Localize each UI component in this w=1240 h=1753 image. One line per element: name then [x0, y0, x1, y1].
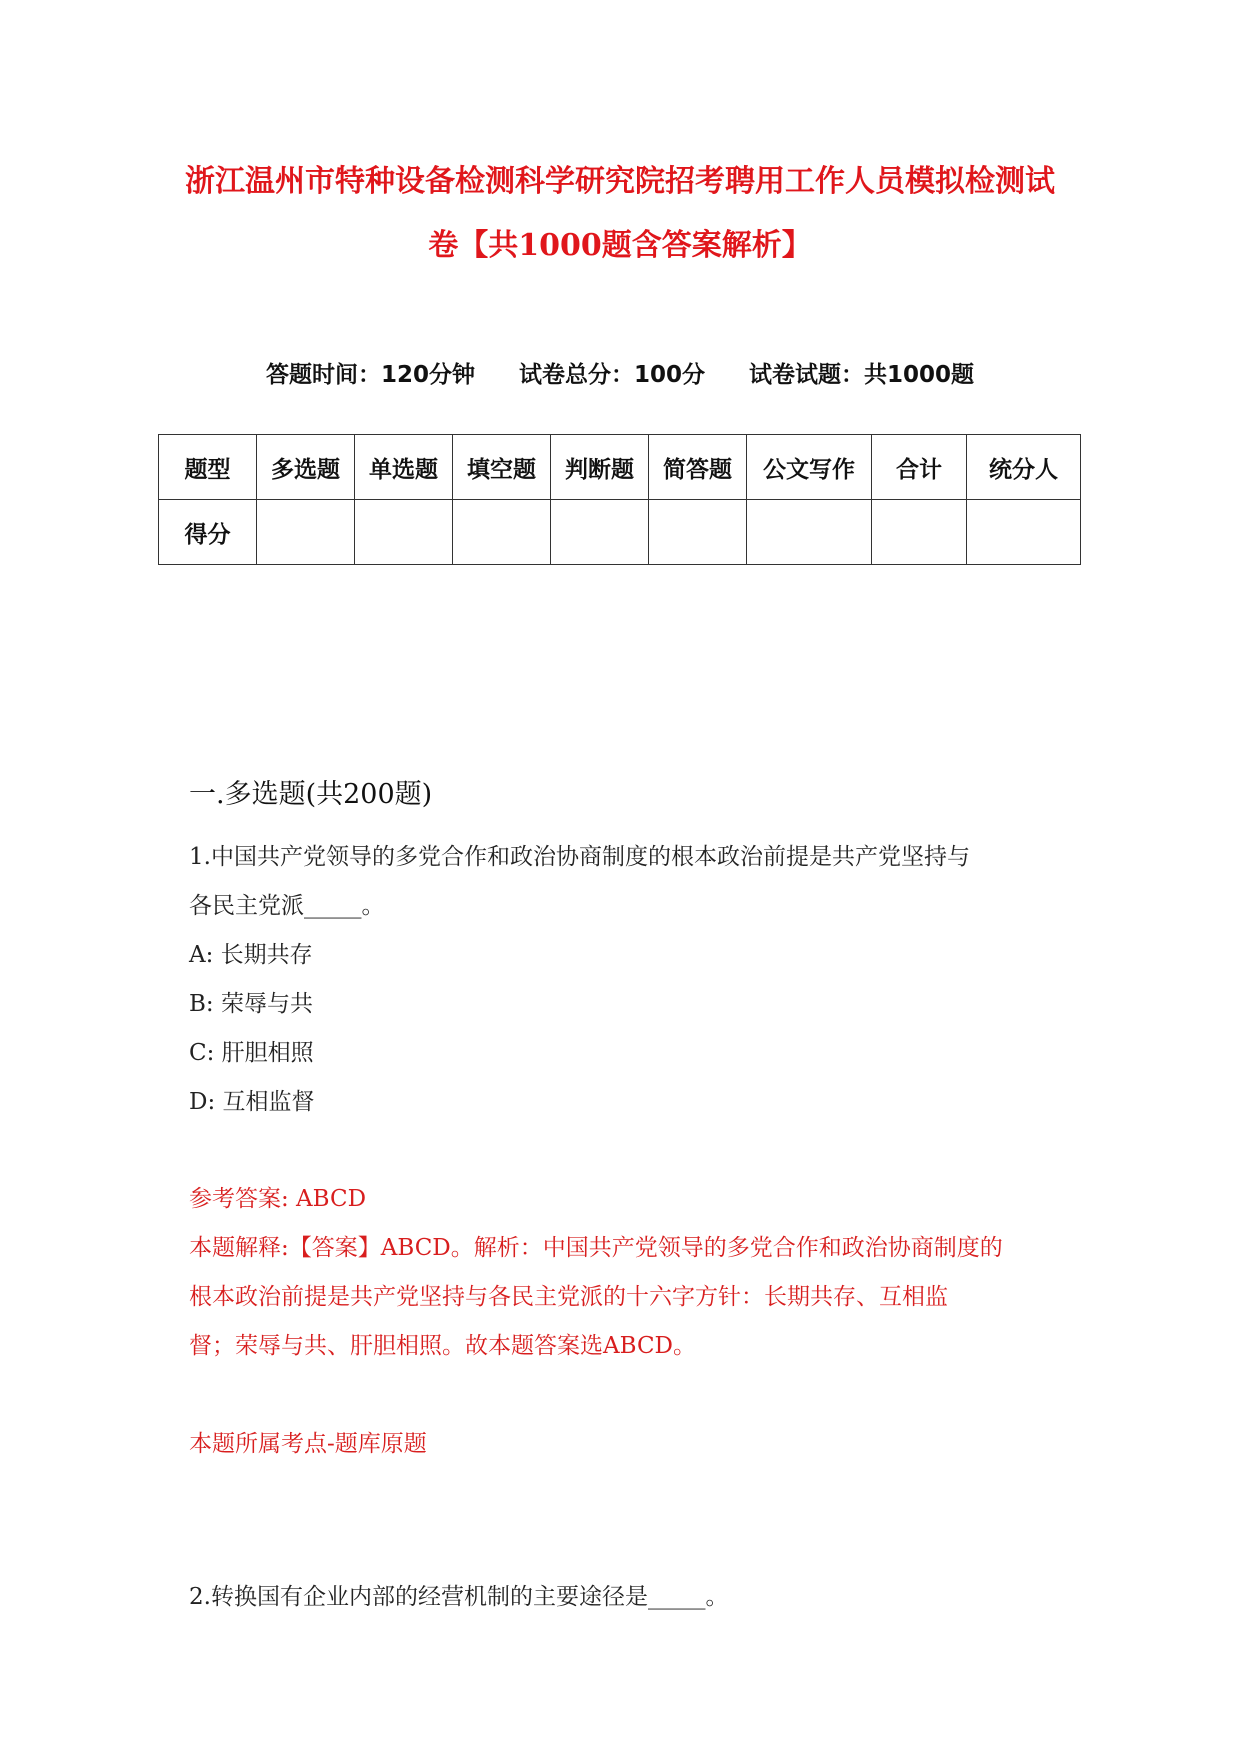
score-row-label: 得分 — [159, 500, 257, 565]
title-line-1: 浙江温州市特种设备检测科学研究院招考聘用工作人员模拟检测试 — [185, 164, 1055, 199]
score-cell — [257, 500, 355, 565]
exam-question-count: 试卷试题：共1000题 — [749, 362, 975, 388]
score-header-cell: 公文写作 — [747, 435, 872, 500]
question-1-explanation-line3: 督；荣辱与共、肝胆相照。故本题答案选ABCD。 — [189, 1333, 696, 1359]
exam-time: 答题时间：120分钟 — [265, 362, 475, 388]
score-header-cell: 合计 — [872, 435, 967, 500]
score-header-cell: 题型 — [159, 435, 257, 500]
question-1-stem-line2: 各民主党派_____。 — [189, 893, 385, 919]
exam-total-score: 试卷总分：100分 — [518, 362, 705, 388]
title-line-2: 卷【共1000题含答案解析】 — [428, 228, 812, 263]
score-cell — [872, 500, 967, 565]
question-1-explanation-line1: 本题解释:【答案】ABCD。解析：中国共产党领导的多党合作和政治协商制度的 — [189, 1235, 1003, 1261]
question-1-source: 本题所属考点-题库原题 — [189, 1431, 427, 1457]
question-1-option-d: D: 互相监督 — [189, 1089, 315, 1115]
score-cell — [453, 500, 551, 565]
question-1-option-c: C: 肝胆相照 — [189, 1040, 314, 1066]
score-table-score-row — [159, 500, 1081, 565]
questions-content — [189, 772, 1069, 1622]
question-1-answer: 参考答案: ABCD — [189, 1186, 367, 1212]
score-table — [158, 434, 1081, 565]
exam-meta — [0, 356, 1240, 389]
score-header-cell: 简答题 — [649, 435, 747, 500]
score-cell — [967, 500, 1081, 565]
score-table-header-row — [159, 435, 1081, 500]
score-cell — [551, 500, 649, 565]
score-header-cell: 判断题 — [551, 435, 649, 500]
question-1-stem-line1: 1.中国共产党领导的多党合作和政治协商制度的根本政治前提是共产党坚持与 — [189, 844, 970, 870]
question-1-explanation-line2: 根本政治前提是共产党坚持与各民主党派的十六字方针：长期共存、互相监 — [189, 1284, 948, 1310]
score-header-cell: 填空题 — [453, 435, 551, 500]
question-1-option-a: A: 长期共存 — [189, 942, 313, 968]
score-cell — [355, 500, 453, 565]
score-header-cell: 单选题 — [355, 435, 453, 500]
score-header-cell: 统分人 — [967, 435, 1081, 500]
score-cell — [747, 500, 872, 565]
exam-title — [150, 150, 1090, 278]
question-1-option-b: B: 荣辱与共 — [189, 991, 313, 1017]
score-header-cell: 多选题 — [257, 435, 355, 500]
question-2-stem: 2.转换国有企业内部的经营机制的主要途径是_____。 — [189, 1584, 729, 1610]
section-heading: 一.多选题(共200题) — [189, 779, 433, 810]
score-cell — [649, 500, 747, 565]
